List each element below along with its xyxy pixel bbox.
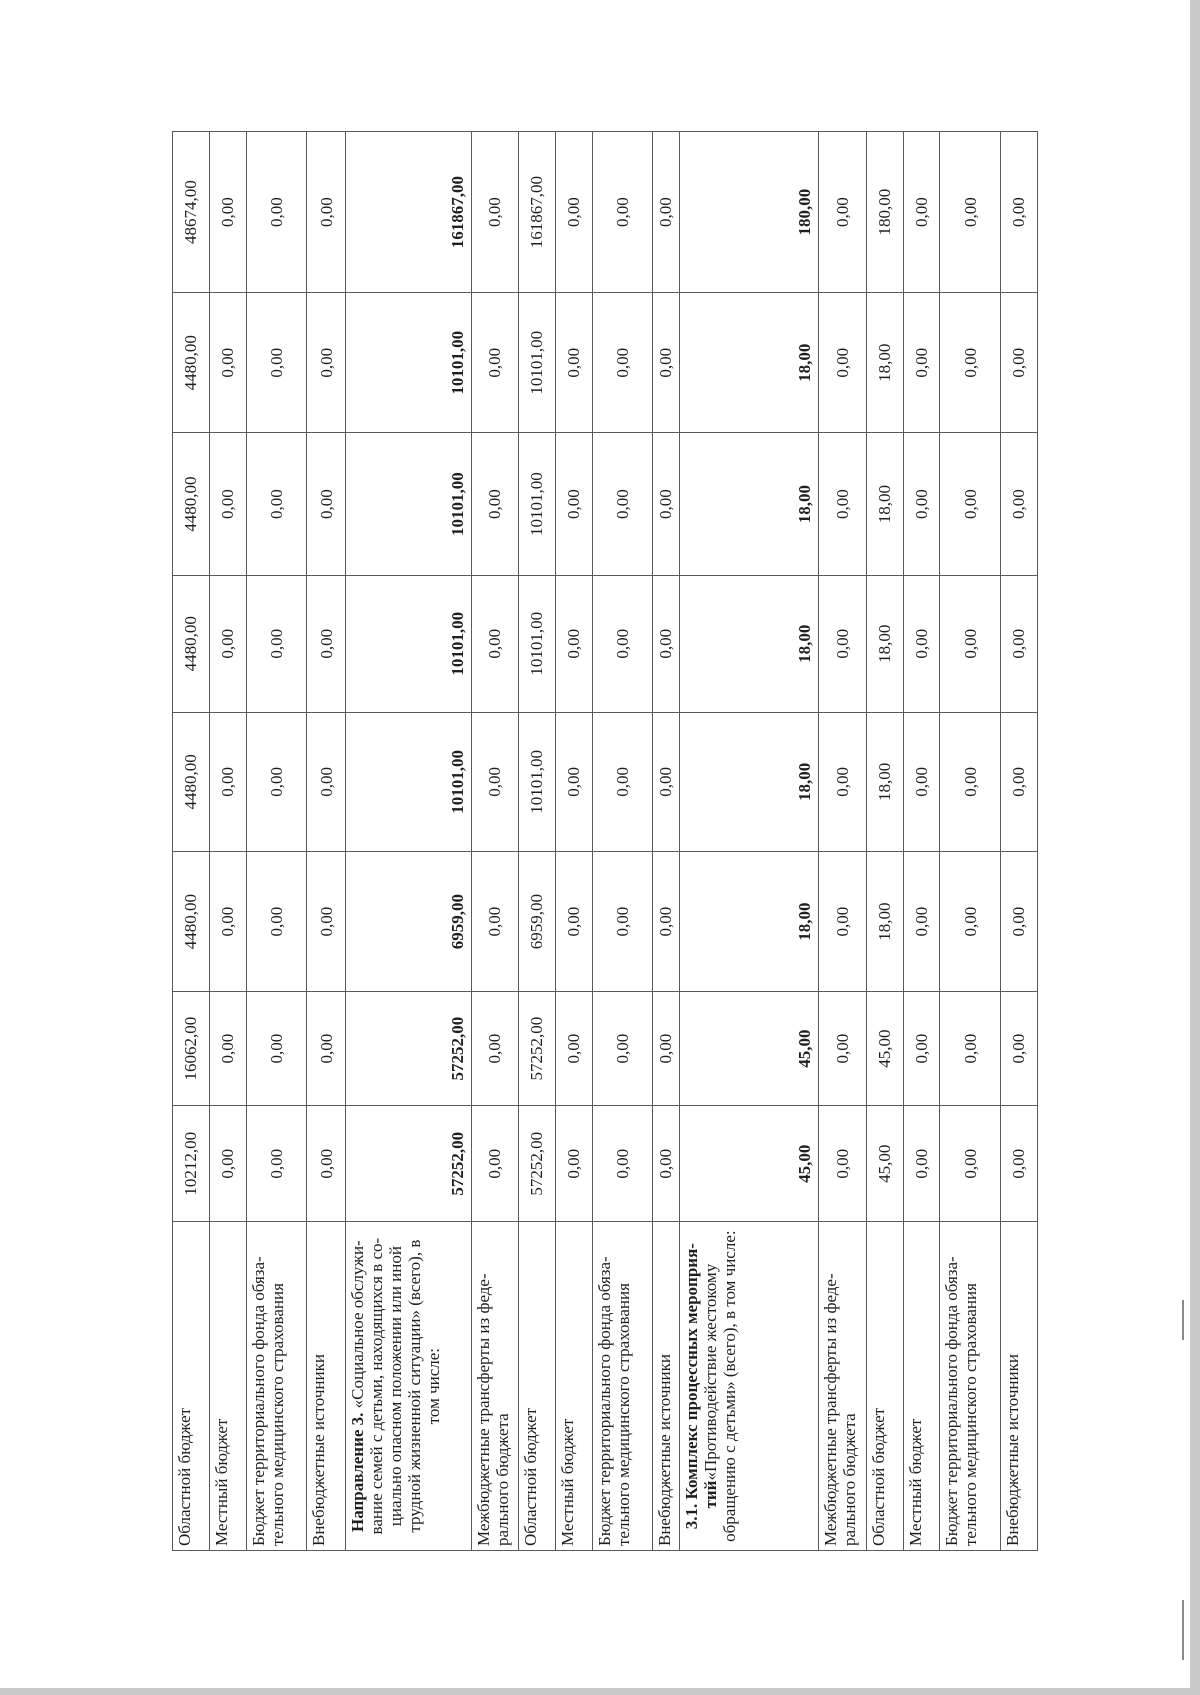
value-cell: 10101,00 — [518, 712, 555, 851]
value-cell: 10212,00 — [173, 1106, 210, 1222]
value-cell: 18,00 — [679, 293, 819, 433]
value-cell: 0,00 — [246, 575, 307, 712]
value-cell: 0,00 — [653, 851, 680, 991]
table-row — [209, 132, 246, 1551]
value-cell: 0,00 — [592, 1106, 653, 1222]
table-row — [518, 132, 555, 1551]
value-cell: 0,00 — [1000, 1106, 1037, 1222]
value-cell: 0,00 — [555, 851, 592, 991]
value-cell: 0,00 — [209, 712, 246, 851]
value-cell: 0,00 — [940, 575, 1001, 712]
table-row — [819, 132, 866, 1551]
value-cell: 0,00 — [940, 433, 1001, 575]
row-label: Бюджет территориального фонда обяза-тельного медицинского страхования — [940, 1222, 1001, 1551]
value-cell: 10101,00 — [346, 712, 471, 851]
row-label: Областной бюджет — [866, 1222, 903, 1551]
value-cell: 0,00 — [940, 851, 1001, 991]
value-cell: 0,00 — [592, 132, 653, 293]
value-cell: 0,00 — [246, 132, 307, 293]
row-label: Областной бюджет — [173, 1222, 210, 1551]
value-cell: 0,00 — [592, 851, 653, 991]
value-cell: 0,00 — [1000, 293, 1037, 433]
value-cell: 10101,00 — [518, 575, 555, 712]
row-label-bold-part: 3.1. Комплекс процессных мероприя-тий — [681, 1243, 720, 1530]
value-cell: 0,00 — [903, 575, 940, 712]
row-label — [346, 1222, 471, 1551]
value-cell: 0,00 — [471, 851, 518, 991]
value-cell: 0,00 — [903, 1106, 940, 1222]
row-label: Областной бюджет — [518, 1222, 555, 1551]
table-row — [173, 132, 210, 1551]
row-label — [679, 1222, 819, 1551]
value-cell: 0,00 — [209, 1106, 246, 1222]
table-row — [653, 132, 680, 1551]
value-cell: 0,00 — [555, 433, 592, 575]
value-cell: 0,00 — [592, 293, 653, 433]
value-cell: 48674,00 — [173, 132, 210, 293]
value-cell: 10101,00 — [518, 433, 555, 575]
value-cell: 0,00 — [592, 433, 653, 575]
value-cell: 0,00 — [209, 433, 246, 575]
budget-table — [172, 131, 1038, 1551]
value-cell: 57252,00 — [518, 992, 555, 1106]
scan-edge-mark — [1182, 1600, 1184, 1660]
row-label: Межбюджетные трансферты из феде-рального бюджета — [471, 1222, 518, 1551]
value-cell: 18,00 — [866, 712, 903, 851]
value-cell: 161867,00 — [346, 132, 471, 293]
value-cell: 18,00 — [866, 433, 903, 575]
table-row — [246, 132, 307, 1551]
value-cell: 57252,00 — [346, 1106, 471, 1222]
value-cell: 0,00 — [903, 712, 940, 851]
value-cell: 0,00 — [819, 992, 866, 1106]
value-cell: 18,00 — [679, 851, 819, 991]
value-cell: 0,00 — [209, 293, 246, 433]
value-cell: 0,00 — [819, 433, 866, 575]
value-cell: 0,00 — [246, 293, 307, 433]
value-cell: 0,00 — [209, 992, 246, 1106]
value-cell: 0,00 — [555, 132, 592, 293]
value-cell: 18,00 — [866, 575, 903, 712]
row-label: Межбюджетные трансферты из феде-рального бюджета — [819, 1222, 866, 1551]
value-cell: 0,00 — [819, 575, 866, 712]
value-cell: 180,00 — [679, 132, 819, 293]
value-cell: 0,00 — [471, 1106, 518, 1222]
value-cell: 0,00 — [555, 575, 592, 712]
row-label: Бюджет территориального фонда обяза-тельного медицинского страхования — [246, 1222, 307, 1551]
value-cell: 0,00 — [246, 992, 307, 1106]
value-cell: 0,00 — [1000, 132, 1037, 293]
value-cell: 0,00 — [307, 293, 346, 433]
value-cell: 18,00 — [679, 433, 819, 575]
value-cell: 0,00 — [555, 992, 592, 1106]
value-cell: 0,00 — [819, 293, 866, 433]
value-cell: 0,00 — [1000, 992, 1037, 1106]
value-cell: 57252,00 — [346, 992, 471, 1106]
value-cell: 161867,00 — [518, 132, 555, 293]
value-cell: 0,00 — [653, 433, 680, 575]
row-label: Местный бюджет — [209, 1222, 246, 1551]
value-cell: 0,00 — [1000, 851, 1037, 991]
value-cell: 0,00 — [555, 712, 592, 851]
value-cell: 0,00 — [307, 433, 346, 575]
table-row — [866, 132, 903, 1551]
value-cell: 0,00 — [555, 1106, 592, 1222]
value-cell: 0,00 — [307, 712, 346, 851]
value-cell: 0,00 — [209, 851, 246, 991]
value-cell: 4480,00 — [173, 851, 210, 991]
table-row — [307, 132, 346, 1551]
value-cell: 0,00 — [555, 293, 592, 433]
table-row — [471, 132, 518, 1551]
row-label: Местный бюджет — [903, 1222, 940, 1551]
value-cell: 0,00 — [653, 132, 680, 293]
table-row — [346, 132, 471, 1551]
value-cell: 0,00 — [209, 132, 246, 293]
value-cell: 0,00 — [903, 992, 940, 1106]
value-cell: 0,00 — [471, 575, 518, 712]
value-cell: 0,00 — [246, 1106, 307, 1222]
row-label-rest: «Социальное обслужи-вание семей с детьми, находящихся в со-циально опасном положении или иной трудной жизненной ситуации» (всего), в том числе: — [348, 1237, 444, 1535]
value-cell: 0,00 — [307, 992, 346, 1106]
table-row — [940, 132, 1001, 1551]
value-cell: 0,00 — [1000, 712, 1037, 851]
value-cell: 45,00 — [866, 1106, 903, 1222]
value-cell: 0,00 — [819, 712, 866, 851]
value-cell: 4480,00 — [173, 575, 210, 712]
value-cell: 0,00 — [903, 433, 940, 575]
value-cell: 10101,00 — [346, 293, 471, 433]
value-cell: 0,00 — [1000, 575, 1037, 712]
value-cell: 6959,00 — [518, 851, 555, 991]
row-label-bold-part: Направление 3. — [348, 1412, 368, 1532]
value-cell: 18,00 — [679, 712, 819, 851]
row-label: Местный бюджет — [555, 1222, 592, 1551]
value-cell: 0,00 — [819, 132, 866, 293]
value-cell: 18,00 — [866, 293, 903, 433]
value-cell: 0,00 — [592, 992, 653, 1106]
value-cell: 0,00 — [903, 132, 940, 293]
value-cell: 45,00 — [679, 992, 819, 1106]
value-cell: 4480,00 — [173, 433, 210, 575]
value-cell: 0,00 — [471, 992, 518, 1106]
value-cell: 0,00 — [819, 851, 866, 991]
table-row — [1000, 132, 1037, 1551]
value-cell: 0,00 — [940, 1106, 1001, 1222]
value-cell: 0,00 — [819, 1106, 866, 1222]
value-cell: 0,00 — [653, 992, 680, 1106]
row-label: Бюджет территориального фонда обяза-тельного медицинского страхования — [592, 1222, 653, 1551]
value-cell: 0,00 — [653, 575, 680, 712]
value-cell: 0,00 — [307, 132, 346, 293]
value-cell: 0,00 — [307, 575, 346, 712]
value-cell: 0,00 — [307, 851, 346, 991]
value-cell: 0,00 — [471, 712, 518, 851]
value-cell: 0,00 — [940, 712, 1001, 851]
value-cell: 0,00 — [246, 712, 307, 851]
row-label: Внебюджетные источники — [307, 1222, 346, 1551]
value-cell: 0,00 — [653, 712, 680, 851]
value-cell: 57252,00 — [518, 1106, 555, 1222]
value-cell: 0,00 — [653, 293, 680, 433]
row-label: Внебюджетные источники — [1000, 1222, 1037, 1551]
scan-edge-mark — [1182, 1300, 1184, 1340]
value-cell: 0,00 — [246, 433, 307, 575]
value-cell: 45,00 — [866, 992, 903, 1106]
value-cell: 0,00 — [903, 293, 940, 433]
value-cell: 18,00 — [866, 851, 903, 991]
value-cell: 0,00 — [307, 1106, 346, 1222]
value-cell: 0,00 — [471, 132, 518, 293]
value-cell: 10101,00 — [346, 433, 471, 575]
value-cell: 0,00 — [471, 293, 518, 433]
rotated-table-wrapper — [172, 131, 1038, 1551]
row-label: Внебюджетные источники — [653, 1222, 680, 1551]
value-cell: 0,00 — [471, 433, 518, 575]
value-cell: 0,00 — [940, 992, 1001, 1106]
value-cell: 0,00 — [940, 293, 1001, 433]
value-cell: 4480,00 — [173, 293, 210, 433]
value-cell: 10101,00 — [518, 293, 555, 433]
value-cell: 0,00 — [940, 132, 1001, 293]
value-cell: 0,00 — [246, 851, 307, 991]
value-cell: 18,00 — [679, 575, 819, 712]
table-row — [555, 132, 592, 1551]
value-cell: 0,00 — [592, 575, 653, 712]
value-cell: 6959,00 — [346, 851, 471, 991]
value-cell: 0,00 — [592, 712, 653, 851]
value-cell: 0,00 — [209, 575, 246, 712]
value-cell: 45,00 — [679, 1106, 819, 1222]
value-cell: 10101,00 — [346, 575, 471, 712]
value-cell: 16062,00 — [173, 992, 210, 1106]
table-row — [903, 132, 940, 1551]
value-cell: 0,00 — [903, 851, 940, 991]
value-cell: 0,00 — [1000, 433, 1037, 575]
value-cell: 180,00 — [866, 132, 903, 293]
table-row — [592, 132, 653, 1551]
value-cell: 4480,00 — [173, 712, 210, 851]
value-cell: 0,00 — [653, 1106, 680, 1222]
table-row — [679, 132, 819, 1551]
row-label-rest: «Противодействие жестокому обращению с детьми» (всего), в том числе: — [700, 1230, 739, 1542]
